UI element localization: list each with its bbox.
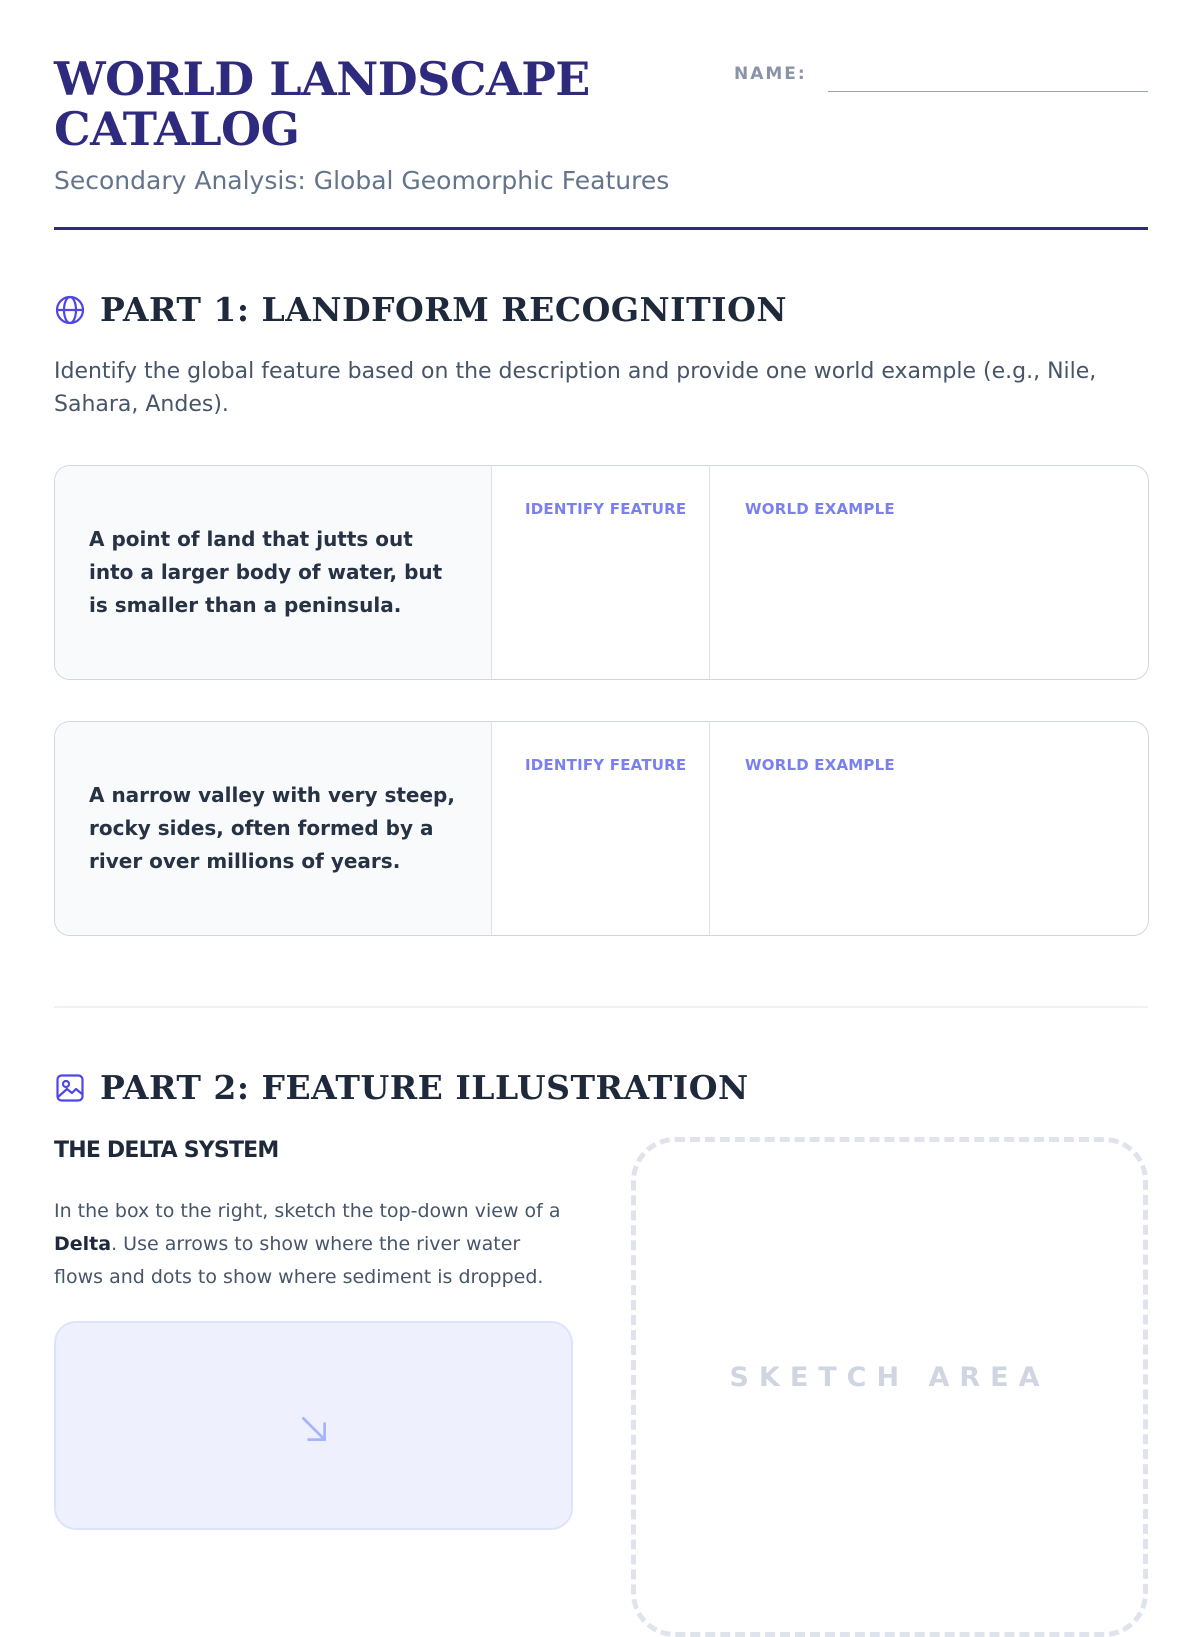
landform-description: A narrow valley with very steep, rocky sides, often formed by a river over millions of years. [55,722,492,935]
landform-card [54,465,1149,680]
part2-title: PART 2: FEATURE ILLUSTRATION [100,1068,749,1107]
world-example-field[interactable] [710,466,1148,679]
world-example-label: WORLD EXAMPLE [745,756,895,774]
world-example-label: WORLD EXAMPLE [745,500,895,518]
landform-card [54,721,1149,936]
part2-heading [54,1068,749,1107]
identify-feature-label: IDENTIFY FEATURE [525,500,687,518]
page-subtitle: Secondary Analysis: Global Geomorphic Features [54,166,670,195]
delta-instructions: In the box to the right, sketch the top-down view of a Delta. Use arrows to show where the river water flows and dots to show where sediment is dropped. [54,1200,561,1288]
part1-title: PART 1: LANDFORM RECOGNITION [100,290,788,329]
section-divider [54,1006,1148,1008]
delta-heading: THE DELTA SYSTEM [54,1138,279,1163]
name-field[interactable] [828,91,1148,92]
identify-feature-field[interactable] [492,722,710,935]
arrow-down-right-icon [297,1412,331,1446]
identify-feature-label: IDENTIFY FEATURE [525,756,687,774]
landform-description: A point of land that jutts out into a larger body of water, but is smaller than a peninsula. [55,466,492,679]
part1-heading [54,290,787,329]
header-divider [54,227,1148,230]
page-title: WORLD LANDSCAPE CATALOG [54,52,590,156]
part1-instructions: Identify the global feature based on the description and provide one world example (e.g., Nile, Sahara, Andes). [54,359,1097,417]
hint-box [54,1321,573,1530]
world-example-field[interactable] [710,722,1148,935]
sketch-area[interactable] [631,1137,1148,1637]
image-icon [54,1072,86,1104]
globe-icon [54,294,86,326]
name-label: NAME: [734,64,807,84]
sketch-area-label: SKETCH AREA [729,1362,1050,1393]
identify-feature-field[interactable] [492,466,710,679]
